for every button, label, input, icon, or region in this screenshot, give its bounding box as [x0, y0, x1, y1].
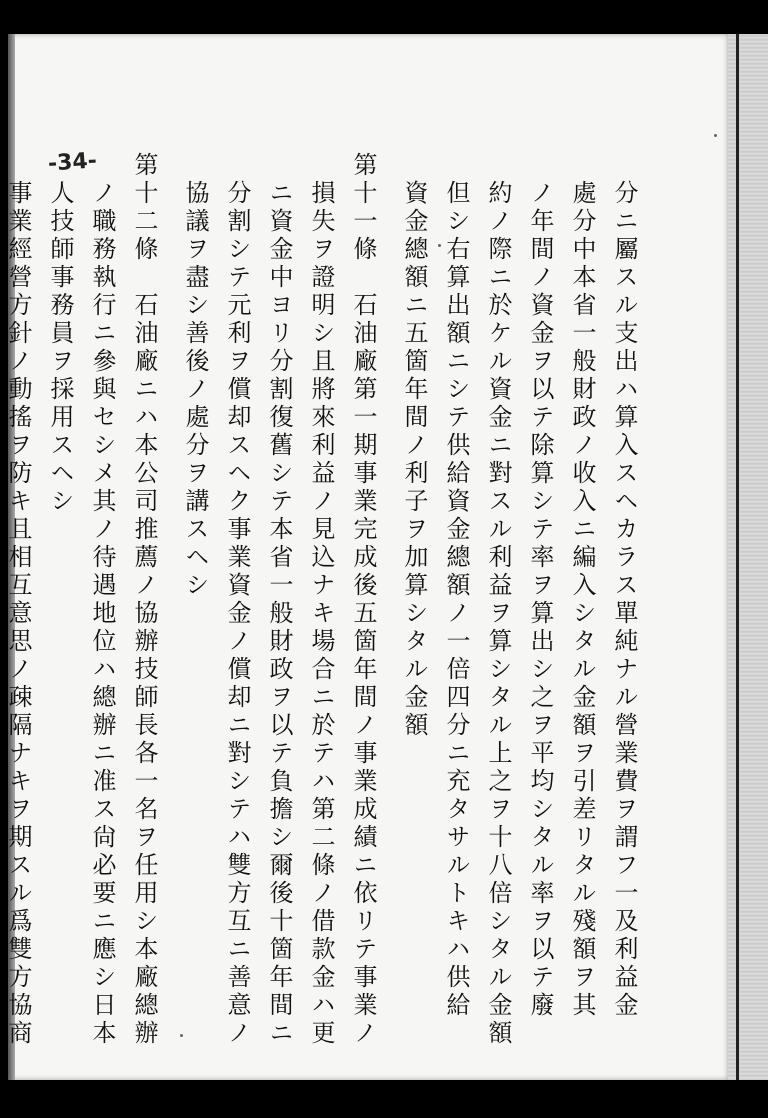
text-column: ニ資金中ヨリ分割復舊シテ本省一般財政ヲ以テ負擔シ爾後十箇年間ニ: [265, 180, 293, 1048]
text-column: 處分中本省一般財政ノ收入ニ編入シタル金額ヲ引差リタル殘額ヲ其: [568, 180, 596, 1020]
scan-border-bottom: [0, 1080, 768, 1118]
paper-speck: [714, 134, 717, 137]
text-column: ノ年間ノ資金ヲ以テ除算シテ率ヲ算出シ之ヲ平均シタル率ヲ以テ廢: [526, 180, 554, 1020]
text-column: 協議ヲ盡シ善後ノ處分ヲ講スヘシ: [181, 180, 209, 600]
text-column: 但シ右算出額ニシテ供給資金總額ノ一倍四分ニ充タサルトキハ供給: [442, 180, 470, 1020]
text-column: 人技師事務員ヲ採用スヘシ: [46, 180, 74, 516]
text-column: 損失ヲ證明シ且將來利益ノ見込ナキ場合ニ於テハ第二條ノ借款金ハ更: [307, 180, 335, 1048]
text-column: 資金總額ニ五箇年間ノ利子ヲ加算シタル金額: [400, 180, 428, 740]
article-11-heading-column: 第十一條 石油廠第一期事業完成後五箇年間ノ事業成績ニ依リテ事業ノ: [349, 152, 377, 1048]
page-number: -34-: [47, 148, 98, 177]
scan-border-top: [0, 0, 768, 34]
text-column: 事業經營方針ノ動搖ヲ防キ且相互意思ノ疎隔ナキヲ期スル爲雙方協商: [4, 180, 32, 1048]
page-stack-edge: [728, 34, 768, 1084]
text-column: 分ニ屬スル支出ハ算入スヘカラス單純ナル營業費ヲ謂フ一及利益金: [610, 180, 638, 1020]
text-column: ノ職務執行ニ參與セシメ其ノ待遇地位ハ總辦ニ准ス尙必要ニ應シ日本: [88, 180, 116, 1048]
article-12-heading-column: 第十二條 石油廠ニハ本公司推薦ノ協辦技師長各一名ヲ任用シ本廠總辦: [130, 152, 158, 1048]
text-column: 分割シテ元利ヲ償却スヘク事業資金ノ償却ニ對シテハ雙方互ニ善意ノ: [223, 180, 251, 1048]
page-edge-line: [736, 34, 739, 1084]
text-column: 約ノ際ニ於ケル資金ニ對スル利益ヲ算シタル上之ヲ十八倍シタル金額: [484, 180, 512, 1048]
